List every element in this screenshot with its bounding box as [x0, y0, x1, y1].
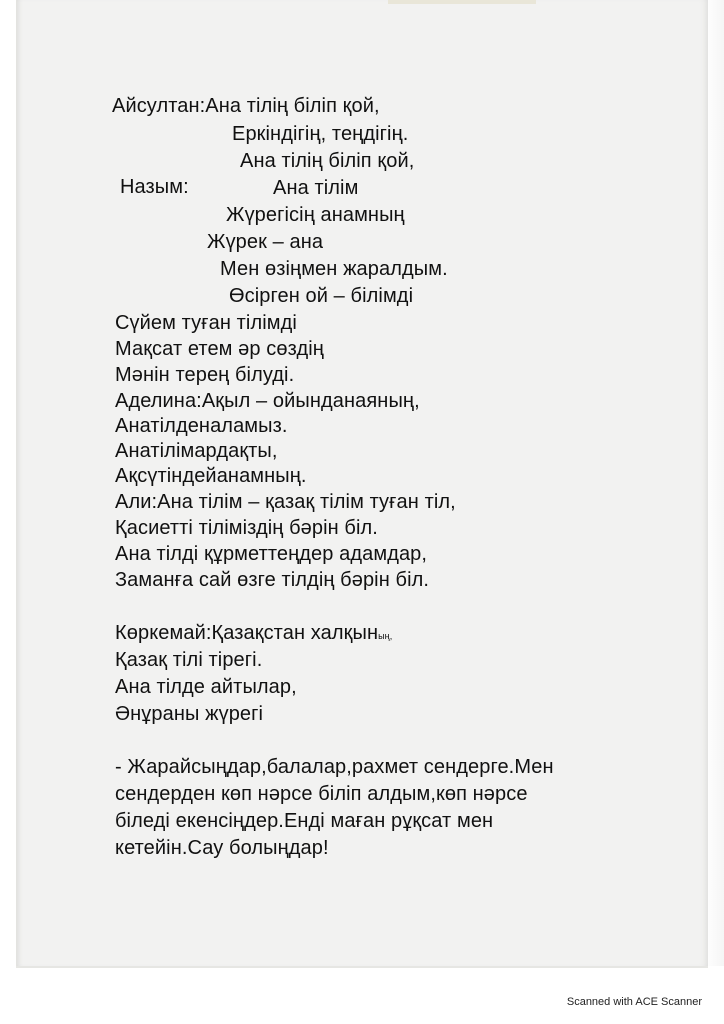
closing-line: кетейін.Сау болыңдар! — [115, 837, 329, 859]
poem-line: Анатілденаламыз. — [115, 415, 288, 437]
poem-line: Мен өзіңмен жаралдым. — [220, 258, 448, 280]
poem-line: Аделина:Ақыл – ойынданаяның, — [115, 390, 420, 412]
poem-line: Мәнін терең білуді. — [115, 364, 295, 386]
scanner-watermark: Scanned with ACE Scanner — [566, 996, 702, 1008]
speaker-name: Назым: — [120, 176, 189, 198]
poem-line: Ана тілді құрметтеңдер адамдар, — [115, 543, 428, 565]
poem-line: Қасиетті тіліміздің бәрін біл. — [115, 517, 378, 539]
poem-line: Ана тілде айтылар, — [115, 676, 297, 698]
poem-line: Қазақ тілі тірегі. — [115, 649, 263, 671]
poem-line: Ана тілім — [273, 177, 359, 199]
small-suffix: ың, — [378, 631, 393, 641]
poem-line: Жүрек – ана — [207, 231, 324, 253]
poem-line: Заманға сай өзге тілдің бәрін біл. — [115, 569, 430, 591]
closing-line: біледі екенсіңдер.Енді маған рұқсат мен — [115, 810, 494, 832]
poem-line: Әнұраны жүрегі — [115, 703, 264, 725]
poem-line: Али:Ана тілім – қазақ тілім туған тіл, — [115, 491, 456, 513]
page-top-edge — [388, 0, 536, 4]
poem-line: Анатілімардақты, — [115, 440, 278, 462]
poem-line: Сүйем туған тілімді — [115, 312, 297, 334]
closing-line: сендерден көп нәрсе біліп алдым,көп нәрсе — [115, 783, 528, 805]
poem-line: Еркіндігің, теңдігің. — [232, 123, 409, 145]
poem-text: Көркемай:Қазақстан халқын — [115, 622, 379, 644]
poem-line: Айсултан:Ана тілің біліп қой, — [112, 95, 380, 117]
closing-line: - Жарайсыңдар,балалар,рахмет сендерге.Мен — [115, 756, 554, 778]
page-right-shadow — [704, 0, 724, 966]
poem-line: Ана тілің біліп қой, — [240, 150, 415, 172]
poem-line: Мақсат етем әр сөздің — [115, 338, 324, 360]
poem-line: Өсірген ой – білімді — [229, 285, 414, 307]
poem-line: Ақсүтіндейанамның. — [115, 465, 307, 487]
poem-line — [115, 621, 392, 648]
poem-line: Жүрегісің анамның — [226, 204, 405, 226]
